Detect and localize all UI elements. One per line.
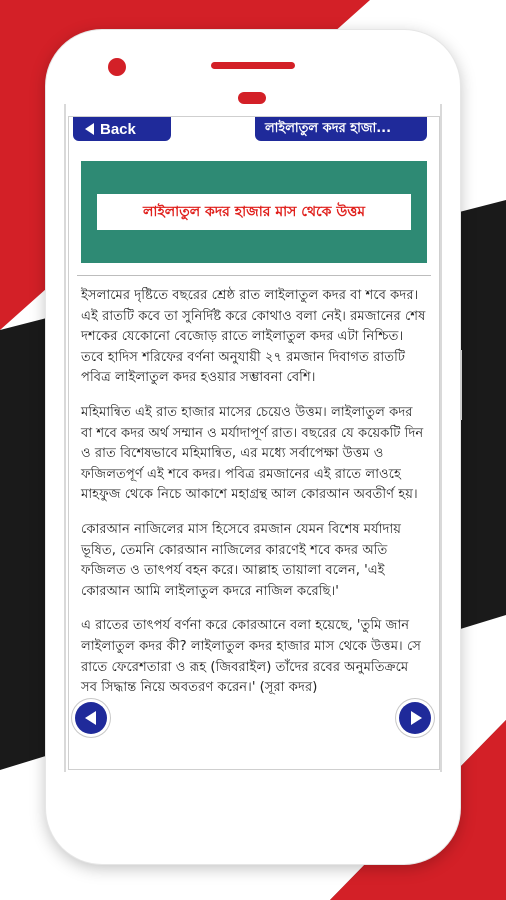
phone-camera bbox=[108, 58, 126, 76]
phone-speaker bbox=[211, 62, 295, 69]
phone-side-button bbox=[460, 350, 462, 420]
article-paragraph: কোরআন নাজিলের মাস হিসেবে রমজান যেমন বিশেষ মর্যাদায় ভূষিত, তেমনি কোরআন নাজিলের কারণেই শবে কদর অতি ফজিলত ও তাৎপর্য বহন করে। আল্লাহ তায়ালা বলেন, 'এই কোরআন আমি লাইলাতুল কদরে নাজিল করেছি।' bbox=[81, 521, 402, 599]
back-button-label: Back bbox=[100, 120, 136, 138]
banner-title: লাইলাতুল কদর হাজার মাস থেকে উত্তম bbox=[142, 204, 366, 220]
article-paragraph: এ রাতের তাৎপর্য বর্ণনা করে কোরআনে বলা হয়েছে, 'তুমি জান লাইলাতুল কদর কী? লাইলাতুল কদর হাজার মাস থেকে উত্তম। সে রাতে ফেরেশতারা ও রূহ (জিবরাইল) তাঁদের রবের অনুমতিক্রমে সব সিদ্ধান্ত নিয়ে অবতরণ করেন।' (সূরা কদর) bbox=[81, 618, 422, 696]
phone-sensor bbox=[238, 92, 266, 104]
back-button[interactable] bbox=[73, 117, 171, 141]
title-button-label: লাইলাতুল কদর হাজা... bbox=[265, 120, 392, 136]
title-button[interactable] bbox=[255, 117, 427, 141]
article-content[interactable] bbox=[69, 145, 439, 769]
article-paragraph: মহিমান্বিত এই রাত হাজার মাসের চেয়েও উত্তম। লাইলাতুল কদর বা শবে কদর অর্থ সম্মান ও মর্যাদাপূর্ণ রাত। বছরের যে কয়েকটি দিন ও রাত বিশেষভাবে মহিমান্বিত, এর মধ্যে সর্বাপেক্ষা উত্তম ও ফজিলতপূর্ণ এই শবে কদর। পবিত্র রমজানের এই রাতে লাওহে মাহফুজ থেকে নিচে আকাশে মহাগ্রন্থ আল কোরআন অবতীর্ণ হয়। bbox=[81, 404, 424, 503]
divider bbox=[77, 275, 431, 276]
next-page-button[interactable] bbox=[399, 702, 431, 734]
article-banner bbox=[81, 161, 427, 263]
app-screen bbox=[68, 116, 440, 770]
article-paragraph: ইসলামের দৃষ্টিতে বছরের শ্রেষ্ঠ রাত লাইলাতুল কদর বা শবে কদর। এই রাতটি কবে তা সুনির্দিষ্ট করে কোথাও বলা নেই। রমজানের শেষ দশকের যেকোনো বেজোড় রাতে লাইলাতুল কদর এটা নিশ্চিত। তবে হাদিস শরিফের বর্ণনা অনুযায়ী ২৭ রমজান দিবাগত রাতটি পবিত্র লাইলাতুল কদর হওয়ার সম্ভাবনা বেশি। bbox=[81, 288, 426, 386]
back-arrow-icon bbox=[85, 123, 94, 135]
banner-title-box bbox=[97, 194, 411, 230]
top-bar bbox=[69, 117, 439, 145]
previous-page-button[interactable] bbox=[75, 702, 107, 734]
